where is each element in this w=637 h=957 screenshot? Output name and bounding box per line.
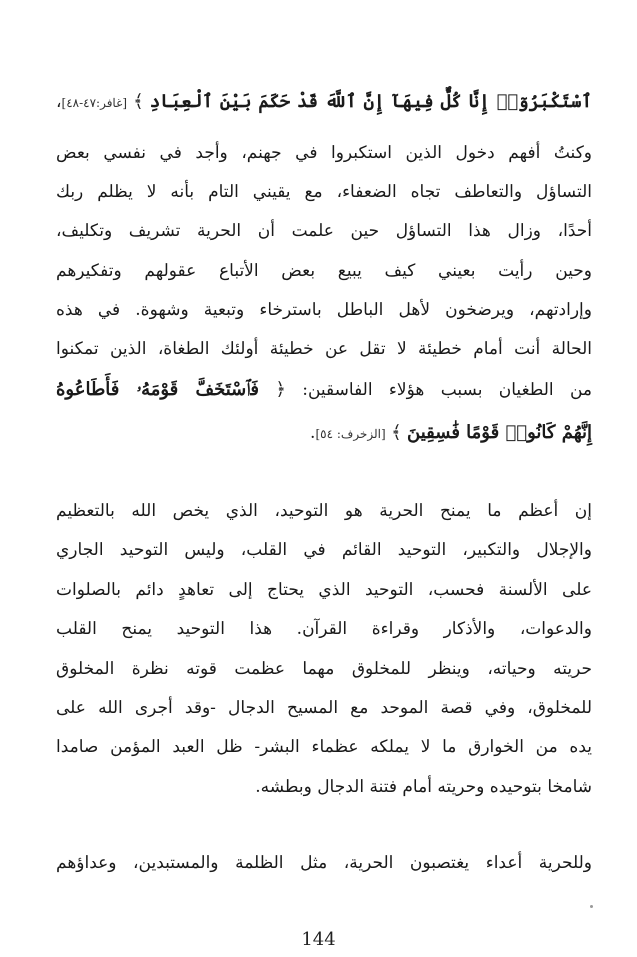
quran-open-brace: ﴿ [275, 379, 286, 400]
punctuation: ، [56, 92, 62, 112]
text-line: على الألسنة فحسب، التوحيد الذي يحتاج إلى تعاهدٍ دائم بالصلوات [56, 580, 592, 600]
punctuation: . [310, 423, 316, 443]
page-number: 144 [301, 929, 336, 950]
text-line: التساؤل والتعاطف تجاه الضعفاء، مع يقيني التام بأنه لا يظلم ربك [56, 182, 592, 202]
quran-verse: فَٱسْتَخَفَّ قَوْمَهُۥ فَأَطَاعُوهُ [56, 379, 259, 400]
quran-close-brace: ﴾ [133, 91, 144, 112]
quran-verse: ٱسْتَكْبَرُوٓا۟ إِنَّا كُلٌّ فِيهَآ إِنَّ ٱللَّهَ قَدْ حَكَمَ بَيْنَ ٱلْعِبَادِ [149, 91, 592, 112]
quran-verse-line [56, 87, 592, 117]
quran-verse-line [56, 418, 592, 448]
quran-close-brace: ﴾ [391, 422, 402, 443]
scan-speck [590, 905, 593, 908]
text-line: الحالة أنت أمام خطيئة لا تقل عن خطيئة أولئك الطغاة، الذين تمكنوا [56, 339, 592, 359]
text-segment: من الطغيان بسبب هؤلاء الفاسقين: [302, 380, 593, 400]
text-line: يده من الخوارق ما لا يملكه عظماء البشر- ظل العبد المؤمن صامدا [56, 737, 592, 757]
text-line: أحدًا، وزال هذا التساؤل حين علمت أن الحرية تشريف وتكليف، [56, 221, 592, 241]
text-line: شامخا بتوحيده وحريته أمام فتنة الدجال وبطشه. [255, 777, 592, 797]
verse-citation: [الزخرف: ٥٤] [315, 427, 386, 441]
verse-citation: [غافر:٤٧-٤٨] [61, 96, 128, 110]
text-line: والإجلال والتكبير، التوحيد القائم في القلب، وليس التوحيد الجاري [56, 540, 592, 560]
text-line: وللحرية أعداء يغتصبون الحرية، مثل الظلمة والمستبدين، وعداؤهم [56, 853, 592, 873]
quran-verse: إِنَّهُمْ كَانُوا۟ قَوْمًا فَٰسِقِينَ [407, 422, 592, 443]
text-line: وكنتُ أفهم دخول الذين استكبروا في جهنم، وأجد في نفسي بعض [56, 143, 592, 163]
text-line: وحين رأيت بعيني كيف يبيع بعض الأتباع عقولهم وتفكيرهم [56, 261, 592, 281]
text-line: وإرادتهم، ويرضخون لأهل الباطل باسترخاء وتبعية وشهوة. في هذه [56, 300, 592, 320]
text-line: للمخلوق، وفي قصة الموحد مع المسيح الدجال -وقد أجرى الله على [56, 698, 592, 718]
text-line: إن أعظم ما يمنح الحرية هو التوحيد، الذي يخص الله بالتعظيم [56, 501, 592, 521]
text-line: والدعوات، والأذكار وقراءة القرآن. هذا التوحيد يمنح القلب [56, 619, 592, 639]
text-line: حريته وحياته، وينظر للمخلوق مهما عظمت قوته نظرة المخلوق [56, 659, 592, 679]
quran-verse-line [56, 375, 592, 405]
